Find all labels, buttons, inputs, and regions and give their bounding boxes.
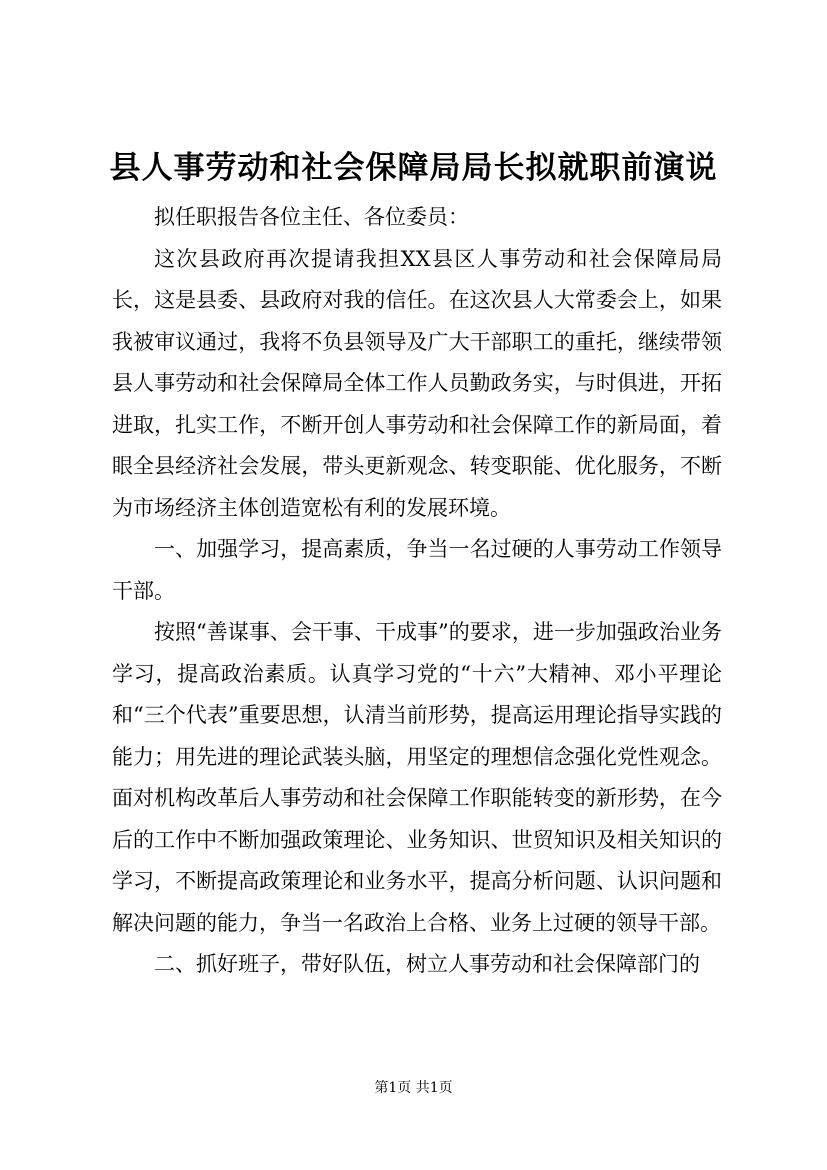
page-footer: 第1页 共1页 xyxy=(374,1080,453,1096)
paragraph-intro: 这次县政府再次提请我担XX县区人事劳动和社会保障局局长，这是县委、县政府对我的信任。在这次县人大常委会上，如果我被审议通过，我将不负县领导及广大干部职工的重托，继续带领县人事劳动和社会保障局全体工作人员勤政务实，与时俱进，开拓进取，扎实工作，不断开创人事劳动和社会保障工作的新局面，着眼全县经济社会发展，带头更新观念、转变职能、优化服务，不断为市场经济主体创造宽松有利的发展环境。 xyxy=(112,246,722,520)
paragraph-salutation: 拟任职报告各位主任、各位委员： xyxy=(154,205,469,229)
paragraph-heading-two: 二、抓好班子，带好队伍，树立人事劳动和社会保障部门的 xyxy=(154,952,700,976)
paragraph-heading-one: 一、加强学习，提高素质，争当一名过硬的人事劳动工作领导干部。 xyxy=(112,537,722,603)
document-title: 县人事劳动和社会保障局局长拟就职前演说 xyxy=(109,150,718,186)
paragraph-study: 按照“善谋事、会干事、干成事”的要求，进一步加强政治业务学习，提高政治素质。认真学习党的“十六”大精神、邓小平理论和“三个代表”重要思想，认清当前形势，提高运用理论指导实践的能力；用先进的理论武装头脑，用坚定的理想信念强化党性观念。面对机构改革后人事劳动和社会保障工作职能转变的新形势，在今后的工作中不断加强政策理论、业务知识、世贸知识及相关知识的学习，不断提高政策理论和业务水平，提高分析问题、认识问题和解决问题的能力，争当一名政治上合格、业务上过硬的领导干部。 xyxy=(112,620,722,935)
document-body xyxy=(112,197,722,986)
